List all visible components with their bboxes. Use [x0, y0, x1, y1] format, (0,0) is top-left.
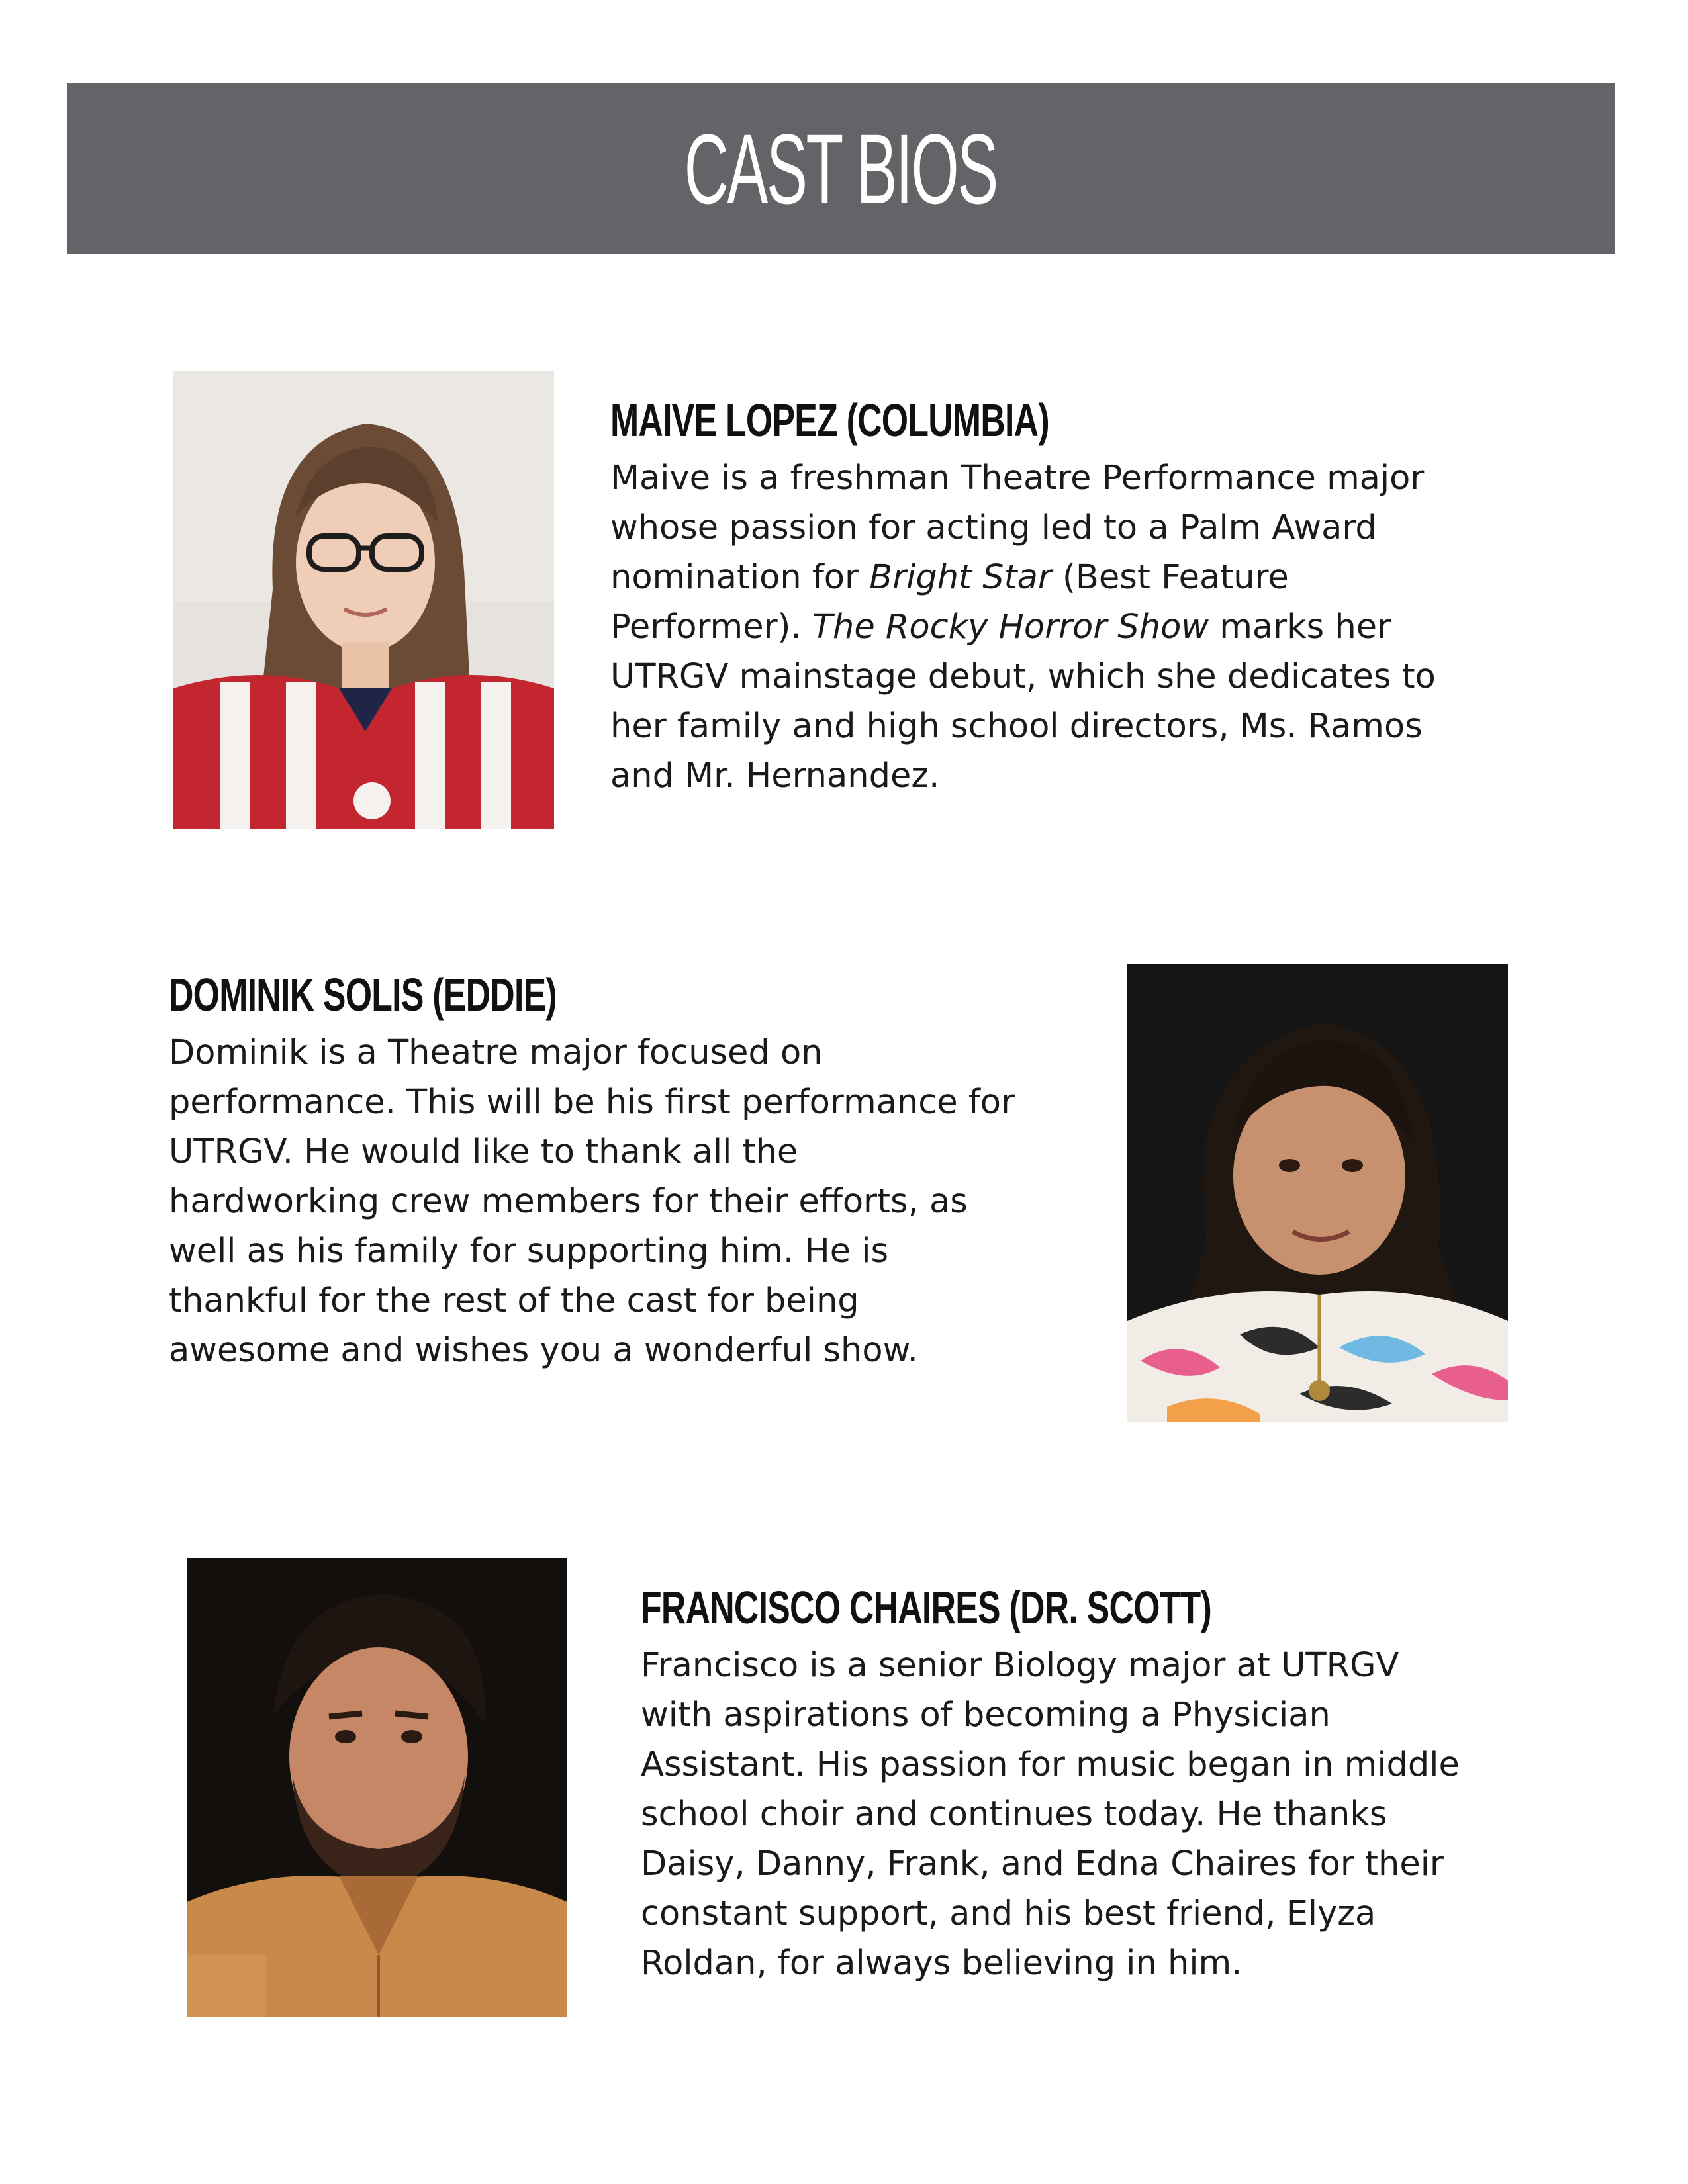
portrait-photo-dominik	[1127, 964, 1508, 1422]
portrait-photo	[187, 1558, 567, 2017]
bio-line: Francisco is a senior Biology major at UTRGV	[641, 1646, 1399, 1685]
page-banner	[67, 83, 1615, 254]
bio-line: and Mr. Hernandez.	[610, 756, 940, 796]
cast-bio-maive	[610, 394, 1537, 801]
bio-line: Roldan, for always believing in him.	[641, 1944, 1243, 1983]
bio-line: Performer). The Rocky Horror Show marks her	[610, 608, 1391, 647]
bio-line: school choir and continues today. He thanks	[641, 1795, 1387, 1834]
cast-name: FRANCISCO CHAIRES (DR. SCOTT)	[641, 1582, 1212, 1633]
bio-line: Maive is a freshman Theatre Performance major	[610, 459, 1425, 498]
cast-bio-dominik	[169, 968, 1109, 1375]
portrait-photo-francisco	[187, 1558, 567, 2017]
show-title: The Rocky Horror Show	[812, 608, 1209, 647]
cast-bio-text	[641, 1641, 1594, 1988]
bio-line: nomination for Bright Star (Best Feature	[610, 558, 1289, 597]
bio-line: constant support, and his best friend, Elyza	[641, 1894, 1376, 1933]
bio-line: Dominik is a Theatre major focused on	[169, 1033, 823, 1072]
portrait-photo	[173, 371, 554, 829]
page-title: CAST BIOS	[684, 113, 998, 224]
portrait-photo	[1127, 964, 1508, 1422]
bio-line: awesome and wishes you a wonderful show.	[169, 1331, 918, 1370]
cast-name: DOMINIK SOLIS (EDDIE)	[169, 969, 557, 1021]
bio-line: hardworking crew members for their efforts, as	[169, 1182, 968, 1221]
bio-line: whose passion for acting led to a Palm Award	[610, 508, 1377, 547]
bio-line: Assistant. His passion for music began in middle	[641, 1745, 1460, 1784]
portrait-photo-maive	[173, 371, 554, 829]
show-title: Bright Star	[869, 558, 1052, 597]
bio-line: well as his family for supporting him. He is	[169, 1232, 889, 1271]
bio-line: Daisy, Danny, Frank, and Edna Chaires for their	[641, 1844, 1444, 1884]
bio-line: her family and high school directors, Ms. Ramos	[610, 707, 1423, 746]
cast-bio-text	[610, 453, 1537, 801]
cast-bio-francisco	[641, 1581, 1594, 1988]
bio-line: with aspirations of becoming a Physician	[641, 1696, 1331, 1735]
bio-line: UTRGV. He would like to thank all the	[169, 1132, 798, 1171]
bio-line: UTRGV mainstage debut, which she dedicates to	[610, 657, 1436, 696]
cast-bio-text	[169, 1028, 1109, 1375]
bio-line: performance. This will be his first performance for	[169, 1083, 1015, 1122]
bio-line: thankful for the rest of the cast for being	[169, 1281, 859, 1320]
cast-name: MAIVE LOPEZ (COLUMBIA)	[610, 394, 1049, 446]
